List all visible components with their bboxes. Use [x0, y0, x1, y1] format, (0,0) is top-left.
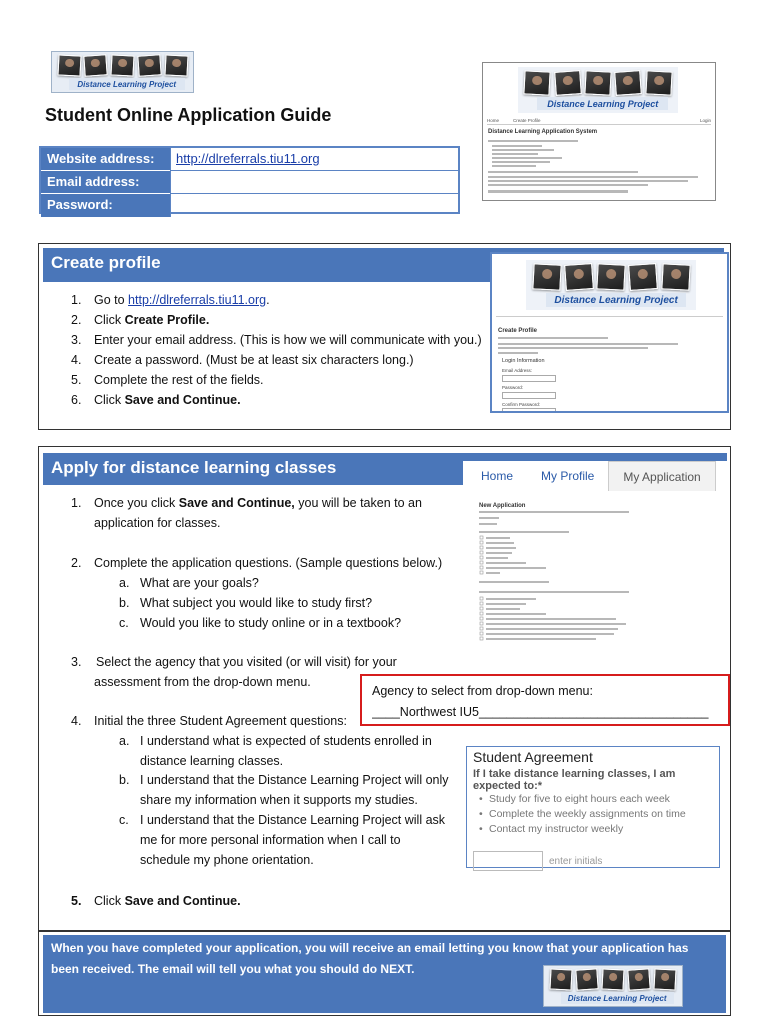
sub-letter: b. — [119, 596, 130, 610]
step-bold-text: Create Profile. — [124, 313, 210, 327]
screenshot-intro-text — [498, 337, 698, 357]
apply-header: Apply for distance learning classes — [43, 453, 463, 485]
step-text: Create a password. (Must be at least six characters long.) — [94, 353, 414, 367]
info-label: Website address: — [41, 148, 170, 171]
info-value — [170, 148, 458, 171]
apply-section — [38, 446, 731, 931]
sub-letter: c. — [119, 616, 129, 630]
screenshot-logo — [518, 67, 678, 113]
screenshot-field-label: Confirm Password: — [502, 402, 541, 407]
step-6 — [71, 390, 241, 410]
sub-letter: a. — [119, 734, 130, 748]
step-number: 2. — [71, 556, 82, 570]
screenshot-heading: Distance Learning Application System — [488, 129, 598, 135]
step-text: you will be taken to an — [294, 496, 422, 510]
initials-input[interactable] — [473, 851, 543, 871]
agreement-item: • Contact my instructor weekly — [473, 822, 713, 837]
step-number: 1. — [71, 496, 82, 510]
step-4 — [71, 350, 414, 370]
step-number: 6. — [71, 393, 82, 407]
home-page-screenshot — [482, 62, 716, 201]
email-value-field[interactable] — [170, 171, 458, 194]
screenshot-heading: New Application — [479, 503, 526, 509]
step-text: Go to — [94, 293, 129, 307]
step-text: Enter your email address. (This is how we will communicate with you.) — [94, 333, 482, 347]
sub-letter: a. — [119, 576, 130, 590]
tab-my-application[interactable]: My Application — [608, 461, 715, 491]
step-bold-text: Save and Continue. — [124, 894, 241, 908]
sub-text: I understand that the Distance Learning Project will only — [140, 773, 449, 787]
screenshot-field-label: Email Address: — [502, 368, 533, 373]
footer-banner — [43, 935, 726, 1013]
sub-text: What subject you would like to study first? — [140, 596, 373, 610]
step-number: 1. — [71, 293, 82, 307]
agreement-item: • Complete the weekly assignments on time — [473, 807, 713, 822]
step-text: Click — [94, 894, 125, 908]
sub-text: share my information when it supports my studies. — [140, 793, 418, 807]
profile-site-link[interactable]: http://dlreferrals.tiu11.org — [128, 293, 267, 307]
agency-callout-value: ____Northwest IU5_________________________________ — [372, 705, 709, 719]
info-label: Password: — [41, 194, 170, 217]
step-text: Select the agency that you visited (or will visit) for your — [96, 655, 397, 669]
logo-text: Distance Learning Project — [537, 97, 668, 110]
step-1 — [71, 290, 270, 310]
screenshot-heading: Create Profile — [498, 328, 538, 334]
create-profile-section — [38, 243, 731, 430]
step-text: application for classes. — [94, 516, 221, 530]
step-bold-text: Save and Continue, — [178, 496, 295, 510]
screenshot-body-text — [488, 139, 712, 199]
application-tabs — [467, 461, 716, 491]
apply-step-3 — [71, 652, 397, 689]
step-number: 3. — [71, 655, 82, 669]
account-info-table — [39, 146, 460, 214]
screenshot-questions — [479, 509, 639, 649]
agreement-item: • Study for five to eight hours each week — [473, 792, 713, 807]
info-row-email — [41, 171, 458, 194]
info-label: Email address: — [41, 171, 170, 194]
tab-my-profile[interactable]: My Profile — [541, 469, 595, 483]
nav-home: Home — [487, 117, 500, 123]
step-number: 4. — [71, 353, 82, 367]
sub-text: Would you like to study online or in a textbook? — [140, 616, 402, 630]
step-5 — [71, 370, 264, 390]
apply-step-1 — [71, 493, 422, 530]
sub-text: me for more personal information when I call to — [140, 833, 401, 847]
step-text: Once you click — [94, 496, 179, 510]
step-text: . — [266, 293, 270, 307]
create-profile-screenshot — [490, 252, 729, 413]
step-text: Click — [94, 313, 125, 327]
step-number: 2. — [71, 313, 82, 327]
agency-callout-label: Agency to select from drop-down menu: — [372, 684, 593, 698]
step-2 — [71, 310, 210, 330]
logo-text: Distance Learning Project — [546, 293, 685, 307]
screenshot-logo — [526, 260, 696, 310]
footer-logo — [543, 965, 683, 1007]
sub-letter: b. — [119, 773, 130, 787]
website-link[interactable]: http://dlreferrals.tiu11.org — [176, 151, 320, 166]
step-text: assessment from the drop-down menu. — [94, 675, 311, 689]
step-text: Complete the rest of the fields. — [94, 373, 264, 387]
sub-text: distance learning classes. — [140, 754, 284, 768]
top-logo — [51, 51, 194, 93]
sub-text: I understand what is expected of students enrolled in — [140, 734, 432, 748]
logo-text: Distance Learning Project — [561, 992, 674, 1003]
step-text: Click — [94, 393, 125, 407]
step-number: 5. — [71, 894, 82, 908]
step-bold-text: Save and Continue. — [124, 393, 241, 407]
step-number: 5. — [71, 373, 82, 387]
screenshot-login-info: Login Information — [502, 358, 545, 364]
step-text: Initial the three Student Agreement questions: — [94, 714, 347, 728]
logo-text: Distance Learning Project — [69, 78, 185, 89]
student-agreement-subtitle: If I take distance learning classes, I am expected to:* — [473, 768, 676, 792]
step-text: Complete the application questions. (Sample questions below.) — [94, 556, 443, 570]
sub-text: I understand that the Distance Learning Project will ask — [140, 813, 446, 827]
step-3 — [71, 330, 482, 350]
info-row-password — [41, 194, 458, 217]
student-agreement-title: Student Agreement — [473, 749, 593, 765]
apply-step-5 — [71, 891, 241, 911]
password-value-field[interactable] — [170, 194, 458, 217]
initials-hint: enter initials — [549, 855, 603, 867]
screenshot-field-label: Password: — [502, 385, 524, 390]
create-profile-header: Create profile — [43, 248, 724, 282]
apply-step-2 — [71, 553, 443, 630]
nav-login: Login — [699, 117, 711, 123]
page-title: Student Online Application Guide — [45, 105, 332, 125]
application-form-screenshot — [479, 503, 639, 651]
screenshot-nav — [487, 117, 711, 125]
sub-text: schedule my phone orientation. — [140, 853, 314, 867]
footer-section — [38, 931, 731, 1016]
info-row-website — [41, 148, 458, 171]
step-number: 4. — [71, 714, 82, 728]
footer-text: When you have completed your application, you will receive an email letting you know that your application has been received. The email will tell you what you should do NEXT. — [51, 941, 689, 976]
tab-home[interactable]: Home — [481, 469, 514, 483]
student-agreement-screenshot — [466, 746, 720, 868]
agency-callout-box — [360, 674, 730, 726]
sub-text: What are your goals? — [140, 576, 259, 590]
sub-letter: c. — [119, 813, 129, 827]
nav-create-profile: Create Profile — [513, 117, 541, 123]
step-number: 3. — [71, 333, 82, 347]
apply-step-4 — [71, 711, 449, 867]
